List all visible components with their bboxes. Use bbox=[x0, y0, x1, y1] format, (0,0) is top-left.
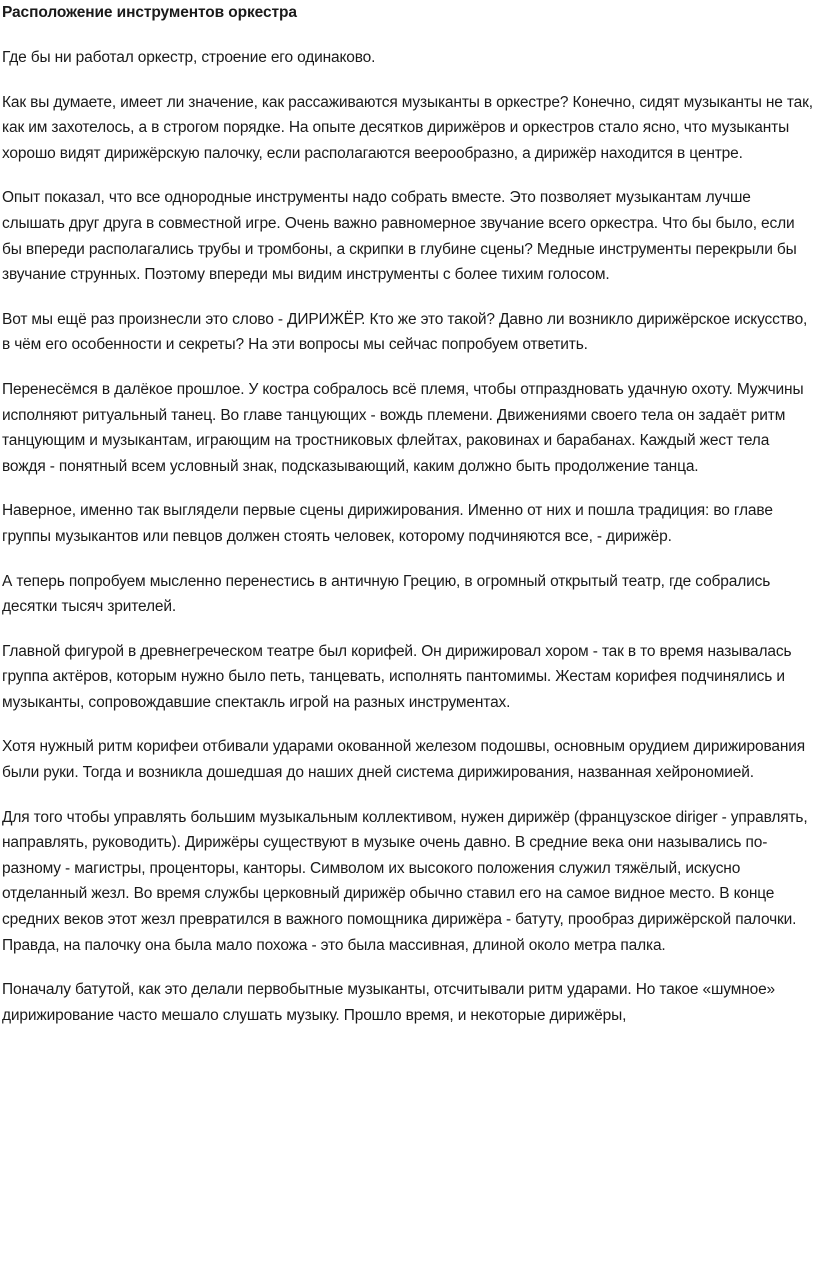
paragraph-baton-history: Для того чтобы управлять большим музыкальным коллективом, нужен дирижёр (французское diriger - управлять, направлять, руководить). Дирижёры существуют в музыке очень давно. В средние века они назывались по-разному - магистры, проценторы, канторы. Символом их высокого положения служил тяжёлый, искусно отделанный жезл. Во время службы церковный дирижёр обычно ставил его на самое видное место. В конце средних веков этот жезл превратился в важного помощника дирижёра - батуту, прообраз дирижёрской палочки. Правда, на палочку она была мало похожа - это была массивная, длиной около метра палка. bbox=[2, 808, 808, 954]
paragraph-intro: Где бы ни работал оркестр, строение его одинаково. bbox=[2, 49, 376, 66]
paragraph-conductor-question: Вот мы ещё раз произнесли это слово - ДИРИЖЁР. Кто же это такой? Давно ли возникло дирижёрское искусство, в чём его особенности и секреты? На эти вопросы мы сейчас попробуем ответить. bbox=[2, 310, 808, 354]
paragraph-instrument-groups: Опыт показал, что все однородные инструменты надо собрать вместе. Это позволяет музыкантам лучше слышать друг друга в совместной игре. Очень важно равномерное звучание всего оркестра. Что бы было, если бы впереди располагались трубы и тромбоны, а скрипки в глубине сцены? Медные инструменты перекрыли бы звучание струнных. Поэтому впереди мы видим инструменты с более тихим голосом. bbox=[2, 189, 797, 284]
paragraph-ancient-greece: А теперь попробуем мысленно перенестись в античную Грецию, в огромный открытый театр, где собрались десятки тысяч зрителей. bbox=[2, 572, 771, 616]
paragraph-coryphaeus: Главной фигурой в древнегреческом театре был корифей. Он дирижировал хором - так в то время называлась группа актёров, которым нужно было петь, танцевать, исполнять пантомимы. Жестам корифея подчинялись и музыканты, сопровождавшие спектакль игрой на разных инструментах. bbox=[2, 642, 792, 711]
paragraph-first-conducting: Наверное, именно так выглядели первые сцены дирижирования. Именно от них и пошла традиция: во главе группы музыкантов или певцов должен стоять человек, которому подчиняются все, - дирижёр. bbox=[2, 502, 773, 545]
paragraph-seating: Как вы думаете, имеет ли значение, как рассаживаются музыканты в оркестре? Конечно, сидят музыканты не так, как им захотелось, а в строгом порядке. На опыте десятков дирижёров и оркестров стало ясно, что музыканты хорошо видят дирижёрскую палочку, если располагаются веерообразно, а дирижёр находится в центре. bbox=[2, 93, 813, 162]
paragraph-noisy-conducting: Поначалу батутой, как это делали первобытные музыканты, отсчитывали ритм ударами. Но такое «шумное» дирижирование часто мешало слушать музыку. Прошло время, и некоторые дирижёры, bbox=[2, 981, 776, 1024]
document-title: Расположение инструментов оркестра bbox=[2, 4, 297, 21]
paragraph-cheironomy: Хотя нужный ритм корифеи отбивали ударами окованной железом подошвы, основным орудием дирижирования были руки. Тогда и возникла дошедшая до наших дней система дирижирования, названная хейрономией. bbox=[2, 738, 806, 782]
paragraph-ancient-past: Перенесёмся в далёкое прошлое. У костра собралось всё племя, чтобы отпраздновать удачную охоту. Мужчины исполняют ритуальный танец. Во главе танцующих - вождь племени. Движениями своего тела он задаёт ритм танцующим и музыкантам, играющим на тростниковых флейтах, раковинах и барабанах. Каждый жест тела вождя - понятный всем условный знак, подсказывающий, каким должно быть продолжение танца. bbox=[2, 380, 804, 475]
